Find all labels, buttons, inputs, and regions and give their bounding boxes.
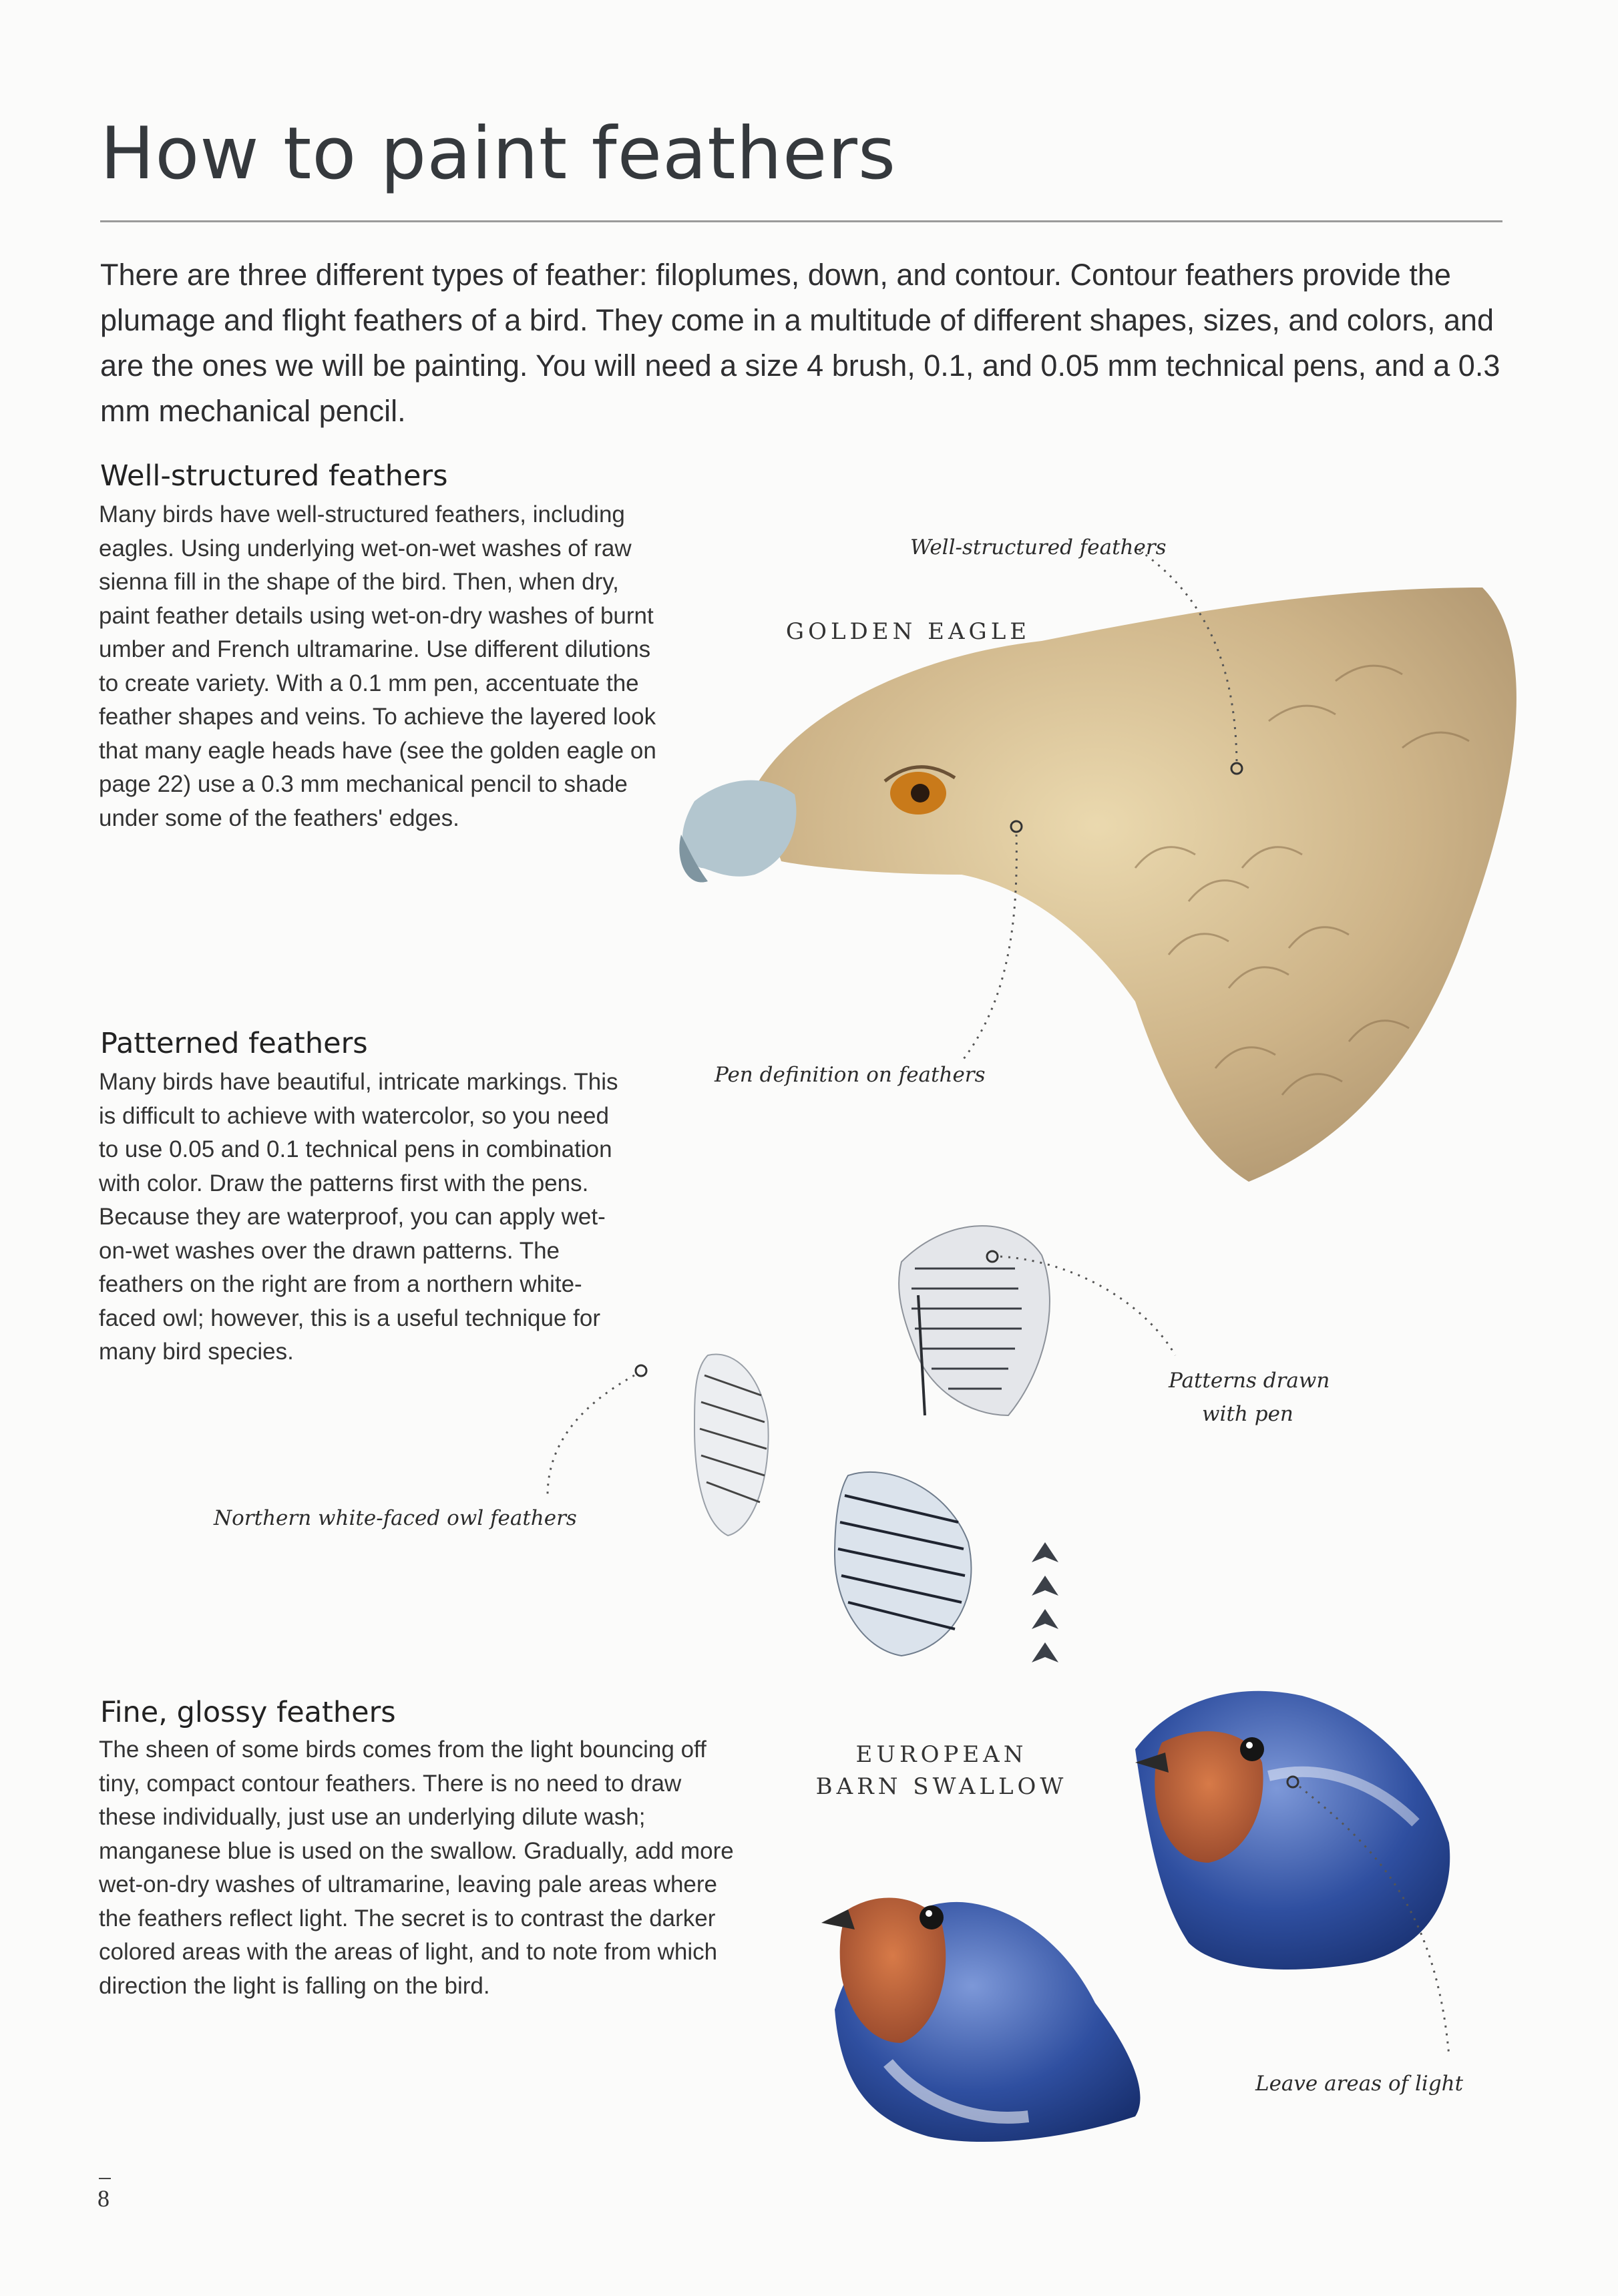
species-swallow-line2: BARN SWALLOW bbox=[815, 1773, 1068, 1800]
heading-well-structured: Well-structured feathers bbox=[100, 459, 448, 493]
caption-well-structured: Well-structured feathers bbox=[910, 535, 1167, 559]
page-number: 8 bbox=[97, 2185, 110, 2212]
owl-feathers-illustration bbox=[694, 1226, 1058, 1662]
page-title: How to paint feathers bbox=[100, 112, 897, 196]
callout-line bbox=[548, 1375, 634, 1496]
caption-patterns-line1: Patterns drawn bbox=[1169, 1369, 1330, 1393]
body-well-structured: Many birds have well-structured feathers, including eagles. Using underlying wet-on-wet washes of raw sienna fill in the shape of the bird. Then, when dry, paint feather details using wet-on-dry washes of burnt umber and French ultramarine. Use different dilutions to create variety. With a 0.1 mm pen, accentuate the feather shapes and veins. To achieve the layered look that many eagle heads have (see the golden eagle on page 22) use a 0.3 mm mechanical pencil to shade under some of the feathers' edges. bbox=[99, 501, 656, 831]
callout-dot bbox=[636, 1365, 646, 1376]
swallow-left-illustration bbox=[821, 1898, 1141, 2142]
body-patterned: Many birds have beautiful, intricate markings. This is difficult to achieve with watercolor, so you need to use 0.05 and 0.1 technical pens in combination with color. Draw the patterns first with the pens. Because they are waterproof, you can apply wet-on-wet washes over the drawn patterns. The feathers on the right are from a northern white-faced owl; however, this is a useful technique for many bird species. bbox=[99, 1069, 618, 1365]
caption-owl-feathers: Northern white-faced owl feathers bbox=[214, 1506, 577, 1530]
golden-eagle-illustration bbox=[679, 588, 1516, 1182]
heading-patterned: Patterned feathers bbox=[100, 1027, 368, 1060]
caption-leave-light: Leave areas of light bbox=[1255, 2072, 1464, 2096]
caption-pen-definition: Pen definition on feathers bbox=[715, 1063, 986, 1087]
heading-glossy: Fine, glossy feathers bbox=[100, 1696, 396, 1729]
intro-paragraph: There are three different types of feather: filoplumes, down, and contour. Contour feathers provide the plumage and flight feathers of a bird. They come in a multitude of different shapes, sizes, and colors, and are the ones we will be painting. You will need a size 4 brush, 0.1, and 0.05 mm technical pens, and a 0.3 mm mechanical pencil. bbox=[100, 258, 1500, 428]
caption-patterns-line2: with pen bbox=[1202, 1402, 1293, 1426]
body-glossy: The sheen of some birds comes from the light bouncing off tiny, compact contour feathers. There is no need to draw these individually, just use an underlying dilute wash; manganese blue is used on the swallow. Gradually, add more wet-on-dry washes of ultramarine, leaving pale areas where the feathers reflect light. The secret is to contrast the darker colored areas with the areas of light, and to note from which direction the light is falling on the bird. bbox=[99, 1737, 734, 1999]
species-swallow-line1: EUROPEAN bbox=[855, 1741, 1028, 1768]
page-number-rule bbox=[99, 2178, 111, 2179]
swallow-right-illustration bbox=[1135, 1691, 1450, 1970]
species-golden-eagle: GOLDEN EAGLE bbox=[785, 618, 1031, 645]
